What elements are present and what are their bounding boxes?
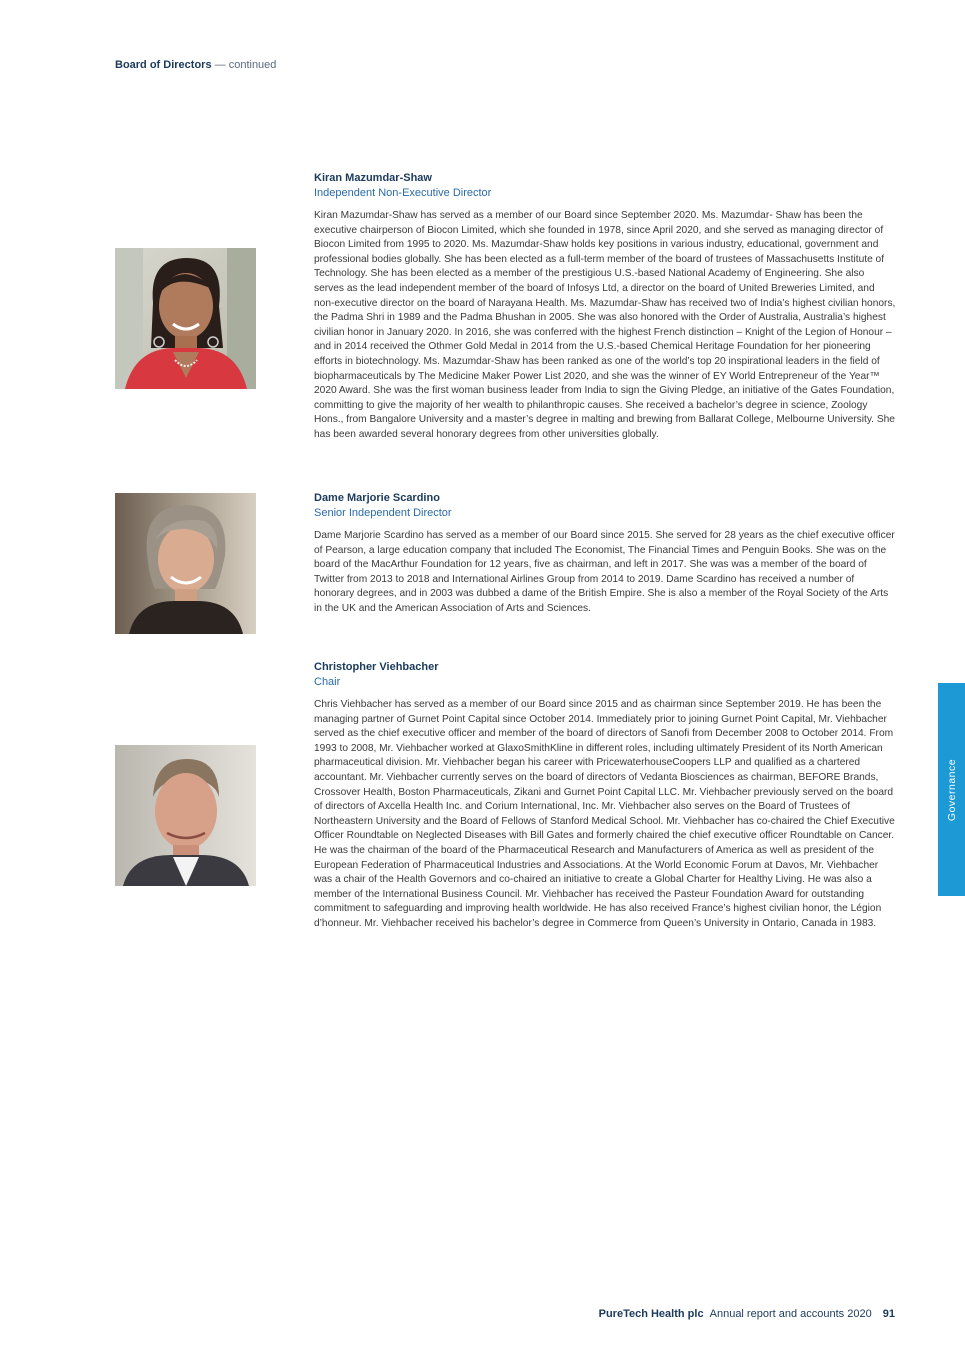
director-role: Independent Non-Executive Director <box>314 187 492 199</box>
side-tab-label: Governance <box>945 758 958 821</box>
section-title: Board of Directors <box>115 59 212 71</box>
header-separator: — <box>214 59 226 71</box>
profile-kiran-mazumdar-shaw <box>314 171 896 443</box>
portrait-image <box>115 493 256 634</box>
page-number: 91 <box>882 1308 895 1320</box>
footer-report-title: Annual report and accounts 2020 <box>709 1308 872 1320</box>
profile-marjorie-scardino <box>314 491 896 617</box>
director-bio: Kiran Mazumdar-Shaw has served as a member of our Board since September 2020. Ms. Mazumdar- Shaw has been the executive chairperson of Biocon Limited, which she founded in 1978, since April 2020, and she served as managing director of Biocon Limited from 1995 to 2020. Ms. Mazumdar-Shaw holds key positions in various industry, educational, government and professional bodies globally. She has been elected as a full-term member of the board of trustees of Massachusetts Institute of Technology. She has been elected as a member of the prestigious U.S.-based National Academy of Engineering. She also serves as the lead independent member of the board of Infosys Ltd, a director on the board of United Breweries Limited, and non-executive director on the board of Narayana Health. Ms. Mazumdar-Shaw has received two of India’s highest civilian honors, the Padma Shri in 1989 and the Padma Bhushan in 2005. She was also honored with the Order of Australia, Australia’s highest civilian honor in January 2020. In 2016, she was conferred with the highest French distinction – Knight of the Legion of Honour – and in 2014 received the Othmer Gold Medal in 2014 from the U.S.-based Chemical Heritage Foundation for her pioneering efforts in biotechnology. Ms. Mazumdar-Shaw has been ranked as one of the world’s top 20 inspirational leaders in the field of biopharmaceuticals by The Medicine Maker Power List 2020, and she was the winner of EY World Entrepreneur of the Year™ 2020 Award. She was the first woman business leader from India to sign the Giving Pledge, an initiative of the Gates Foundation, committing to give the majority of her wealth to philanthropic causes. She received a bachelor’s degree in science, Zoology Hons., from Bangalore University and a master’s degree in malting and brewing from Ballarat College, Melbourne University. She has been awarded several honorary degrees from other universities globally. <box>314 210 896 440</box>
director-bio: Chris Viehbacher has served as a member of our Board since 2015 and as chairman since September 2019. He has been the managing partner of Gurnet Point Capital since October 2014. Immediately prior to joining Gurnet Point Capital, Mr. Viehbacher served as the chief executive officer and member of the board of directors of Sanofi from December 2008 to October 2014. From 1993 to 2008, Mr. Viehbacher worked at GlaxoSmithKline in different roles, including ultimately President of its North American pharmaceutical division. Mr. Viehbacher began his career with PricewaterhouseCoopers LLP and qualified as a chartered accountant. Mr. Viehbacher currently serves on the board of directors of Vedanta Biosciences as chairman, BEFORE Brands, Crossover Health, Boston Pharmaceuticals, Zikani and Gurnet Point Capital LLC. Mr. Viehbacher previously served on the board of directors of Axcella Health Inc. and Corium International, Inc. Mr. Viehbacher also serves on the Board of Trustees of Northeastern University and the Board of Fellows of Stanford Medical School. Mr. Viehbacher has co-chaired the Chief Executive Officer Roundtable on Neglected Diseases with Bill Gates and formerly chaired the chief executive officer Roundtable on Cancer. He was the chairman of the board of the Pharmaceutical Research and Manufacturers of America as well as president of the European Federation of Pharmaceutical Industries and Associations. At the World Economic Forum at Davos, Mr. Viehbacher was a chair of the Health Governors and co-chaired an initiative to create a Global Charter for Healthy Living. He was also a member of the International Business Council. Mr. Viehbacher has received the Pasteur Foundation Award for outstanding commitment to safeguarding and improving health worldwide. He has also received France’s highest civilian honor, the Légion d’honneur. Mr. Viehbacher received his bachelor’s degree in Commerce from Queen’s University in Ontario, Canada in 1983. <box>314 699 895 929</box>
header-continued: continued <box>228 59 277 71</box>
director-name: Dame Marjorie Scardino <box>314 492 440 504</box>
portrait-kiran-mazumdar-shaw <box>115 248 256 389</box>
director-role: Chair <box>314 676 341 688</box>
portrait-image <box>115 745 256 886</box>
director-role: Senior Independent Director <box>314 507 452 519</box>
portrait-image <box>115 248 256 389</box>
running-header <box>115 59 276 71</box>
director-name: Christopher Viehbacher <box>314 661 439 673</box>
governance-section-tab[interactable] <box>938 683 965 896</box>
director-bio: Dame Marjorie Scardino has served as a member of our Board since 2015. She served for 28 years as the chief executive officer of Pearson, a large education company that included The Economist, The Financial Times and Penguin Books. She was on the board of the MacArthur Foundation for 12 years, five as chairman, and left in 2017. She was was a member of the board of Twitter from 2013 to 2018 and International Airlines Group from 2014 to 2019. Dame Scardino has received a number of honorary degrees, and in 2003 was dubbed a dame of the British Empire. She is also a member of the Royal Society of the Arts in the UK and the American Association of Arts and Sciences. <box>314 530 895 614</box>
portrait-christopher-viehbacher <box>115 745 256 886</box>
footer-brand: PureTech Health plc <box>598 1308 704 1320</box>
director-name: Kiran Mazumdar-Shaw <box>314 172 432 184</box>
page-footer <box>599 1308 895 1320</box>
portrait-marjorie-scardino <box>115 493 256 634</box>
profile-christopher-viehbacher <box>314 660 896 932</box>
